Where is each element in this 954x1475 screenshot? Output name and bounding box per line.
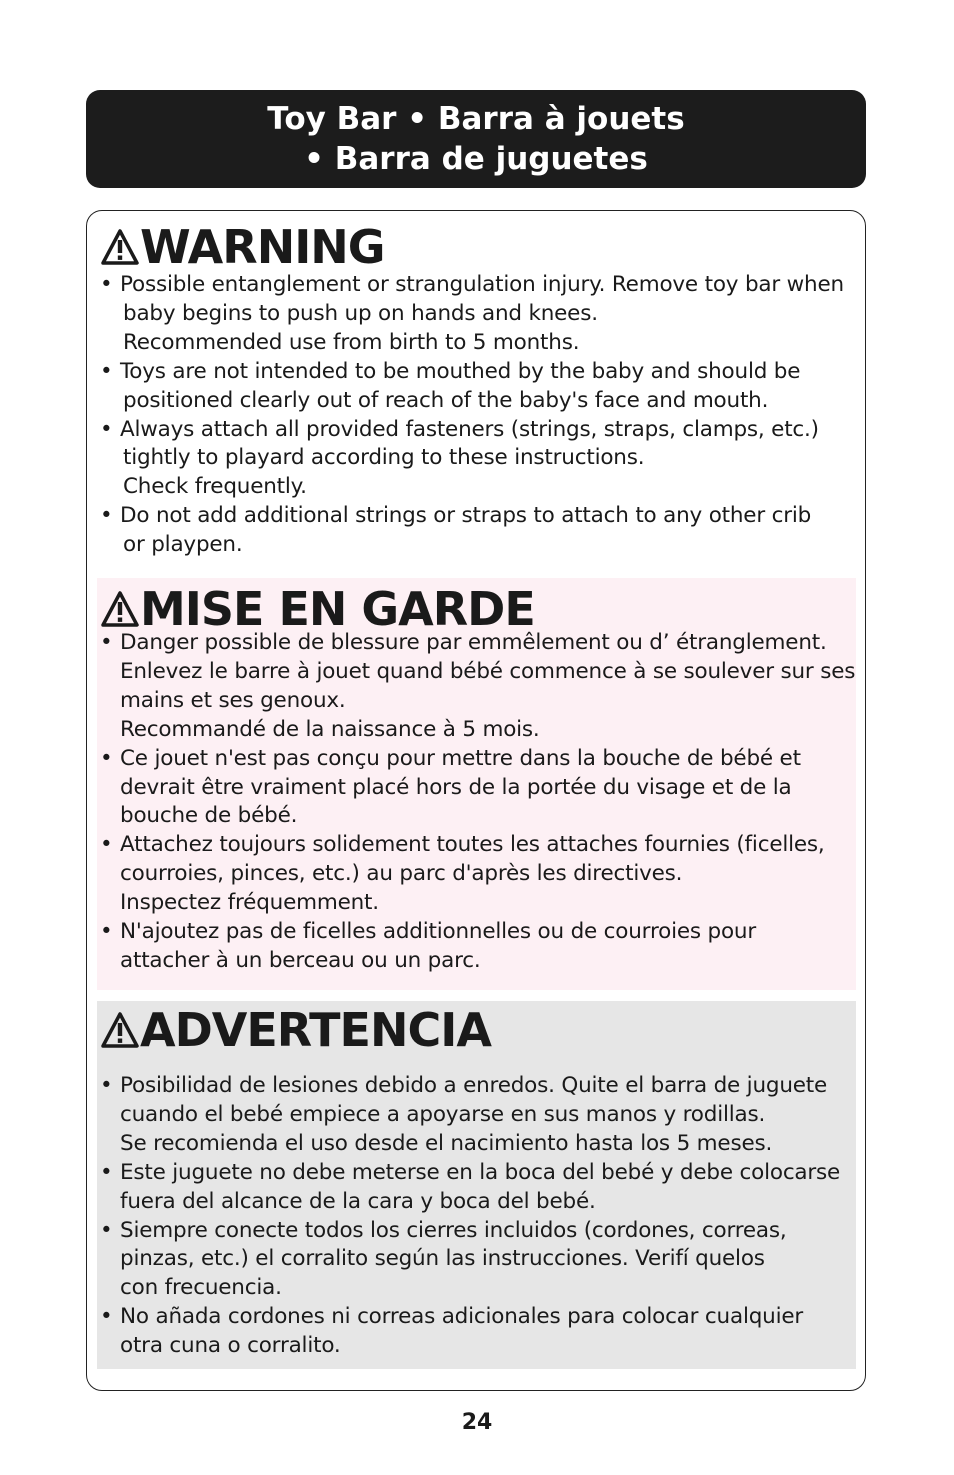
list-item-line: N'ajoutez pas de ficelles additionnelles ou de courroies pour: [120, 919, 756, 945]
list-item-line: baby begins to push up on hands and knees.: [123, 300, 598, 326]
list-item-line: Se recomienda el uso desde el nacimiento hasta los 5 meses.: [120, 1130, 773, 1156]
warning-section-french: [97, 578, 856, 990]
bullet: •: [100, 1073, 113, 1098]
bullet: •: [100, 1217, 113, 1243]
bullet: •: [100, 1304, 113, 1330]
list-item-line: Este juguete no debe meterse en la boca del bebé y debe colocarse: [120, 1159, 841, 1185]
bullet: •: [100, 630, 113, 655]
list-item-line: Inspectez fréquemment.: [120, 890, 379, 916]
advertencia-list: [100, 1072, 856, 1361]
bullet: •: [100, 503, 113, 529]
list-item-line: con frecuencia.: [120, 1275, 282, 1301]
warning-heading: [101, 220, 385, 274]
list-item-line: Ce jouet n'est pas conçu pour mettre dans la bouche de bébé et: [120, 745, 801, 771]
list-item: [100, 1072, 856, 1159]
list-item-line: tightly to playard according to these instructions.: [123, 445, 645, 471]
bullet: •: [100, 1159, 113, 1185]
list-item-line: otra cuna o corralito.: [120, 1333, 341, 1359]
bullet: •: [100, 358, 113, 384]
bullet: •: [100, 416, 113, 442]
advertencia-heading: [101, 1003, 491, 1057]
list-item: [100, 831, 856, 918]
list-item-line: or playpen.: [123, 532, 243, 558]
warning-triangle-icon: [101, 229, 139, 265]
list-item-line: No añada cordones ni correas adicionales para colocar cualquier: [120, 1304, 804, 1330]
list-item-line: Danger possible de blessure par emmêlement ou d’ étranglement.: [120, 630, 827, 655]
list-item-line: positioned clearly out of reach of the baby's face and mouth.: [123, 387, 769, 413]
list-item-line: Possible entanglement or strangulation injury. Remove toy bar when: [120, 272, 844, 297]
list-item-line: Check frequently.: [123, 474, 307, 500]
list-item-line: Posibilidad de lesiones debido a enredos. Quite el barra de juguete: [120, 1073, 828, 1098]
list-item-line: Always attach all provided fasteners (strings, straps, clamps, etc.): [120, 416, 819, 442]
bullet: •: [100, 745, 113, 771]
warning-section-spanish: [97, 1001, 856, 1369]
mise-en-garde-title: MISE EN GARDE: [140, 582, 535, 636]
advertencia-title: ADVERTENCIA: [140, 1003, 491, 1057]
list-item: [100, 358, 856, 416]
list-item-line: Do not add additional strings or straps to attach to any other crib: [120, 503, 812, 529]
list-item-line: Siempre conecte todos los cierres incluidos (cordones, correas,: [120, 1217, 787, 1243]
list-item-line: bouche de bébé.: [120, 803, 298, 829]
list-item-line: courroies, pinces, etc.) au parc d'après les directives.: [120, 861, 683, 887]
header-title-line-2: • Barra de juguetes: [304, 141, 648, 177]
warning-triangle-icon: [101, 591, 139, 627]
list-item: [100, 745, 856, 832]
list-item-line: pinzas, etc.) el corralito según las instrucciones. Verifí quelos: [120, 1246, 765, 1272]
warning-triangle-icon: [101, 1012, 139, 1048]
header-title-line-1: Toy Bar • Barra à jouets: [267, 101, 685, 137]
bullet: •: [100, 832, 113, 858]
warning-list: [100, 271, 856, 560]
list-item-line: Recommended use from birth to 5 months.: [123, 329, 580, 355]
list-item: [100, 629, 856, 745]
page-number: 24: [461, 1410, 493, 1435]
list-item: [100, 416, 856, 503]
mise-en-garde-list: [100, 629, 856, 976]
list-item-line: Enlevez le barre à jouet quand bébé commence à se soulever sur ses: [120, 658, 856, 684]
list-item-line: attacher à un berceau ou un parc.: [120, 947, 481, 973]
list-item: [100, 1303, 856, 1361]
list-item-line: mains et ses genoux.: [120, 687, 346, 713]
list-item: [100, 1159, 856, 1217]
list-item-line: Recommandé de la naissance à 5 mois.: [120, 716, 540, 742]
list-item-line: Toys are not intended to be mouthed by the baby and should be: [120, 358, 801, 384]
mise-en-garde-heading: [101, 582, 535, 636]
list-item-line: fuera del alcance de la cara y boca del bebé.: [120, 1188, 596, 1214]
bullet: •: [100, 919, 113, 945]
warning-section-english: [97, 218, 856, 574]
section-header: [86, 90, 866, 188]
list-item: [100, 1217, 856, 1304]
list-item: [100, 271, 856, 358]
list-item: [100, 918, 856, 976]
list-item-line: cuando el bebé empiece a apoyarse en sus manos y rodillas.: [120, 1101, 766, 1127]
list-item: [100, 502, 856, 560]
list-item-line: devrait être vraiment placé hors de la portée du visage et de la: [120, 774, 792, 800]
warning-title: WARNING: [140, 220, 385, 274]
list-item-line: Attachez toujours solidement toutes les attaches fournies (ficelles,: [120, 832, 825, 858]
bullet: •: [100, 272, 113, 297]
